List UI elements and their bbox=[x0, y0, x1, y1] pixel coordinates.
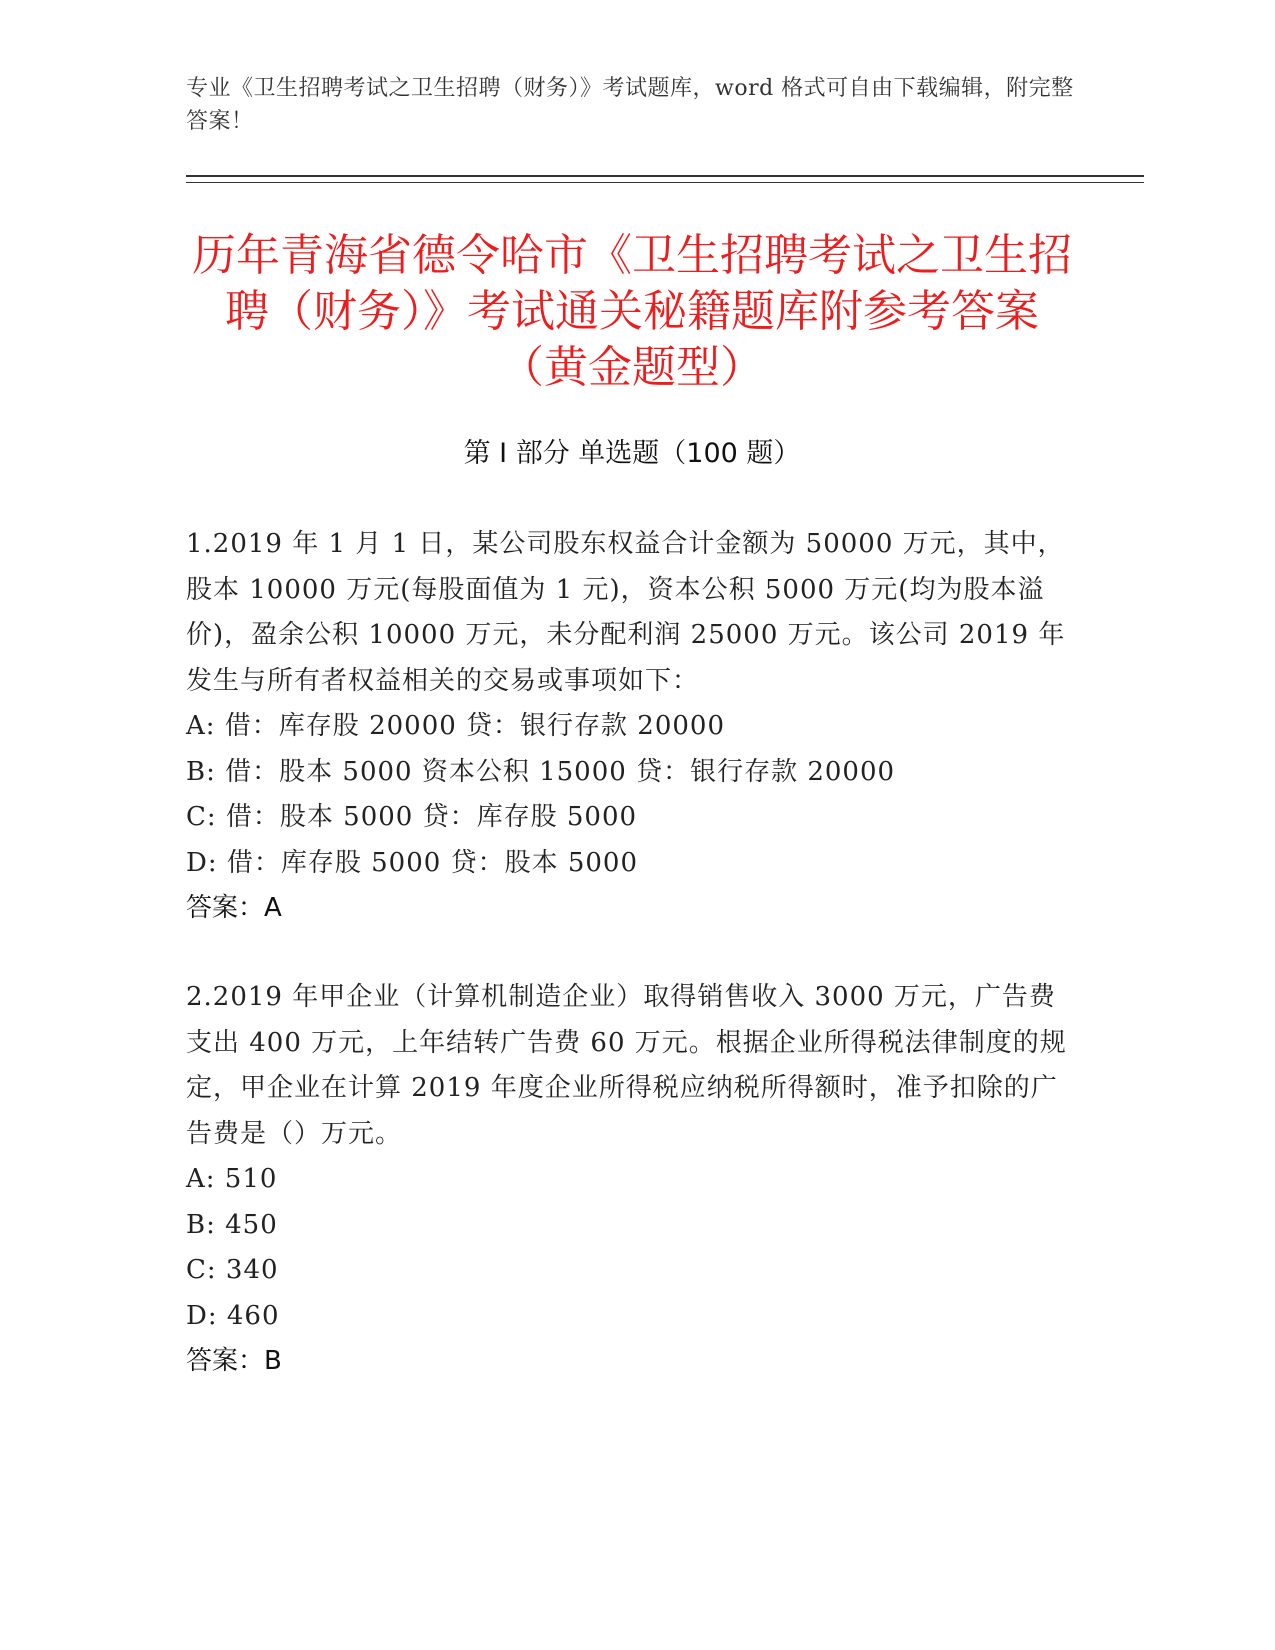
option-d: D: 460 bbox=[186, 1300, 280, 1331]
option-a: A: 借：库存股 20000 贷：银行存款 20000 bbox=[186, 711, 726, 741]
question-2 bbox=[186, 975, 1078, 1385]
question-stem: 2.2019 年甲企业（计算机制造企业）取得销售收入 3000 万元，广告费支出 400 万元，上年结转广告费 60 万元。根据企业所得税法律制度的规定，甲企业在计算 2019 年度企业所得税应纳税所得额时，准予扣除的广告费是（）万元。 bbox=[186, 982, 1067, 1149]
question-stem: 1.2019 年 1 月 1 日，某公司股东权益合计金额为 50000 万元，其中，股本 10000 万元(每股面值为 1 元)，资本公积 5000 万元(均为股本溢价)，盈余公积 10000 万元，未分配利润 25000 万元。该公司 2019 年发生与所有者权益相关的交易或事项如下： bbox=[186, 529, 1066, 696]
option-d: D: 借：库存股 5000 贷：股本 5000 bbox=[186, 847, 639, 878]
answer: 答案：B bbox=[186, 1346, 282, 1376]
option-b: B: 借：股本 5000 资本公积 15000 贷：银行存款 20000 bbox=[186, 756, 896, 787]
header-note: 专业《卫生招聘考试之卫生招聘（财务）》考试题库，word 格式可自由下载编辑，附完整答案！ bbox=[186, 76, 1074, 134]
option-b: B: 450 bbox=[186, 1209, 278, 1240]
question-1 bbox=[186, 522, 1078, 932]
section-heading: 第 I 部分 单选题（100 题） bbox=[463, 438, 801, 469]
answer: 答案：A bbox=[186, 893, 282, 923]
header-divider-thick bbox=[186, 175, 1144, 177]
option-a: A: 510 bbox=[186, 1164, 278, 1194]
option-c: C: 340 bbox=[186, 1255, 279, 1285]
header-divider-thin bbox=[186, 182, 1144, 183]
document-title: 历年青海省德令哈市《卫生招聘考试之卫生招聘（财务）》考试通关秘籍题库附参考答案（黄金题型） bbox=[192, 230, 1072, 393]
option-c: C: 借：股本 5000 贷：库存股 5000 bbox=[186, 802, 638, 832]
